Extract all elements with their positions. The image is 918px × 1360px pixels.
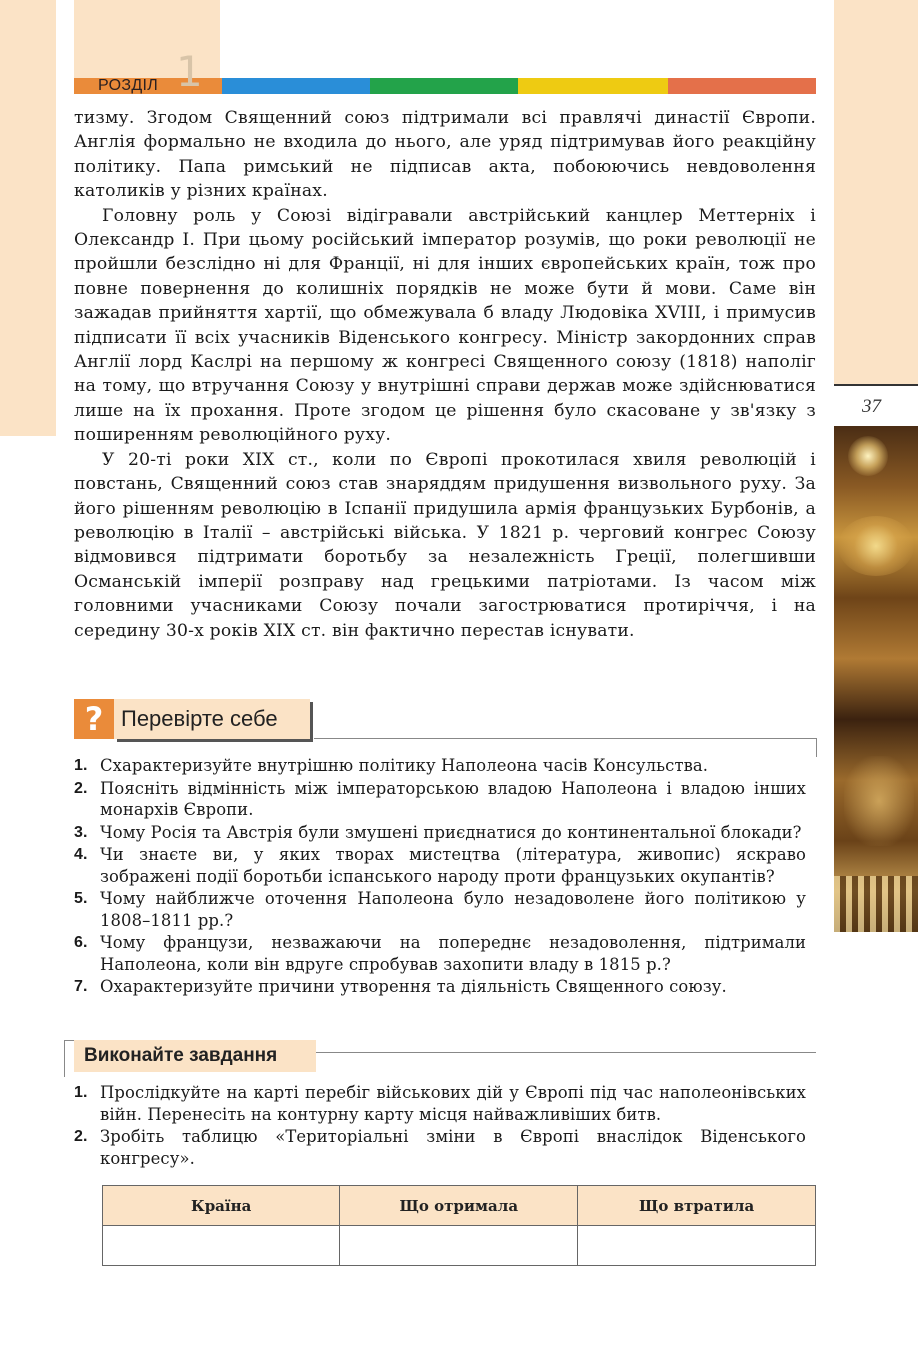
table-cell xyxy=(103,1226,340,1266)
check-yourself-title: Перевірте себе xyxy=(114,699,310,739)
section-divider xyxy=(316,1052,816,1053)
item-number: 3. xyxy=(74,823,88,841)
chapter-label: РОЗДІЛ xyxy=(98,77,159,94)
table-row xyxy=(103,1226,816,1266)
item-text: Охарактеризуйте причини утворення та діяльність Священного союзу. xyxy=(100,977,727,996)
list-item xyxy=(74,778,806,821)
item-text: Поясніть відмінність між імператорською владою Наполеона і владою інших монархів Європи. xyxy=(100,778,806,819)
item-number: 4. xyxy=(74,846,88,863)
color-stripe-blue xyxy=(222,78,370,94)
color-stripe-red xyxy=(668,78,816,94)
item-number: 6. xyxy=(74,934,88,951)
list-item xyxy=(74,888,806,931)
body-text xyxy=(74,106,816,643)
column-header-lost: Що втратила xyxy=(578,1186,816,1226)
list-item xyxy=(74,976,806,998)
column-header-country: Країна xyxy=(103,1186,340,1226)
item-text: Чому найближче оточення Наполеона було незадоволене його політикою у 1808–1811 рр.? xyxy=(100,889,806,930)
item-text: Чому Росія та Австрія були змушені приєднатися до континентальної блокади? xyxy=(100,822,802,842)
item-text: Схарактеризуйте внутрішню політику Наполеона часів Консульства. xyxy=(100,756,709,775)
question-mark-icon: ? xyxy=(74,699,114,739)
item-number: 1. xyxy=(74,1084,88,1101)
gilded-wall xyxy=(844,756,914,846)
list-item xyxy=(74,844,806,887)
table-cell xyxy=(578,1226,816,1266)
table-header-row xyxy=(103,1186,816,1226)
body-paragraph: Головну роль у Союзі відігравали австрійський канцлер Меттерніх і Олександр I. При цьому російський імператор розумів, що роки революції не пройшли безслідно ні для Франції, ні для інших європейських країн, тож про повне повернення до колишніх порядків не може бути й мови. Саме він зажадав прийняття хартії, що обмежувала б владу Людовіка XVIII, і примусив підписати її всіх учасників Віденського конгресу. Міністр закордонних справ Англії лорд Каслрі на першому ж конгресі Священного союзу (1818) наполіг на тому, що втручання Союзу у внутрішні справи держав може здійснюватися лише на їх прохання. Проте згодом це рішення було скасоване у зв'язку з поширенням революційного руху. xyxy=(74,205,816,446)
item-number: 1. xyxy=(74,757,88,774)
tasks-list xyxy=(74,1082,806,1170)
list-item xyxy=(74,1082,806,1125)
list-item xyxy=(74,755,806,777)
list-item xyxy=(74,822,806,844)
check-yourself-questions xyxy=(74,755,806,999)
color-stripe-green xyxy=(370,78,518,94)
color-stripe-yellow xyxy=(518,78,668,94)
item-text: Чому французи, незважаючи на попереднє незадоволення, підтримали Наполеона, коли він вдруге спробував захопити владу в 1815 р.? xyxy=(100,933,806,974)
list-item xyxy=(74,932,806,975)
territorial-changes-table xyxy=(102,1185,816,1266)
page-margin-tab xyxy=(0,0,56,436)
body-paragraph: тизму. Згодом Священний союз підтримали всі правлячі династії Європи. Англія формально не входила до нього, але уряд підтримував його реакційну політику. Папа римський не підписав акта, побоюючись невдоволення католиків у різних країнах. xyxy=(74,108,816,202)
column-header-gained: Що отримала xyxy=(340,1186,578,1226)
side-margin-tab xyxy=(834,0,918,384)
chandelier-light xyxy=(848,436,888,476)
item-number: 2. xyxy=(74,1128,88,1145)
tasks-title: Виконайте завдання xyxy=(74,1040,316,1072)
palace-interior-photo xyxy=(834,426,918,932)
crown-ornament xyxy=(838,516,914,576)
item-text: Зробіть таблицю «Територіальні зміни в Європі внаслідок Віденського конгресу». xyxy=(100,1127,806,1168)
balustrade xyxy=(834,876,918,932)
chapter-number: 1 xyxy=(176,47,203,96)
section-divider xyxy=(314,738,817,739)
body-paragraph: У 20-ті роки XIX ст., коли по Європі прокотилася хвиля революцій і повстань, Священний союз став знаряддям придушення визвольного руху. За його рішенням революцію в Іспанії придушила армія французьких Бурбонів, а революцію в Італії – австрійські війська. У 1821 р. черговий конгрес Союзу відмовився підтримати боротьбу за незалежність Греції, полегшивши Османській імперії розправу над грецькими патріотами. Із часом між головними учасниками Союзу почали загострюватися протиріччя, і на середину 30-х років XIX ст. він фактично перестав існувати. xyxy=(74,449,816,641)
page-number: 37 xyxy=(862,396,881,417)
item-text: Чи знаєте ви, у яких творах мистецтва (література, живопис) яскраво зображені події боротьби іспанського народу проти французьких окупантів? xyxy=(100,845,806,886)
item-text: Прослідкуйте на карті перебіг військових дій у Європі під час наполеонівських війн. Перенесіть на контурну карту місця найважливіших битв. xyxy=(100,1083,806,1124)
page-number-rule xyxy=(834,384,918,386)
item-number: 5. xyxy=(74,890,88,907)
table-cell xyxy=(340,1226,578,1266)
item-number: 2. xyxy=(74,779,88,797)
section-divider-tick xyxy=(816,739,817,757)
item-number: 7. xyxy=(74,978,88,995)
list-item xyxy=(74,1126,806,1169)
